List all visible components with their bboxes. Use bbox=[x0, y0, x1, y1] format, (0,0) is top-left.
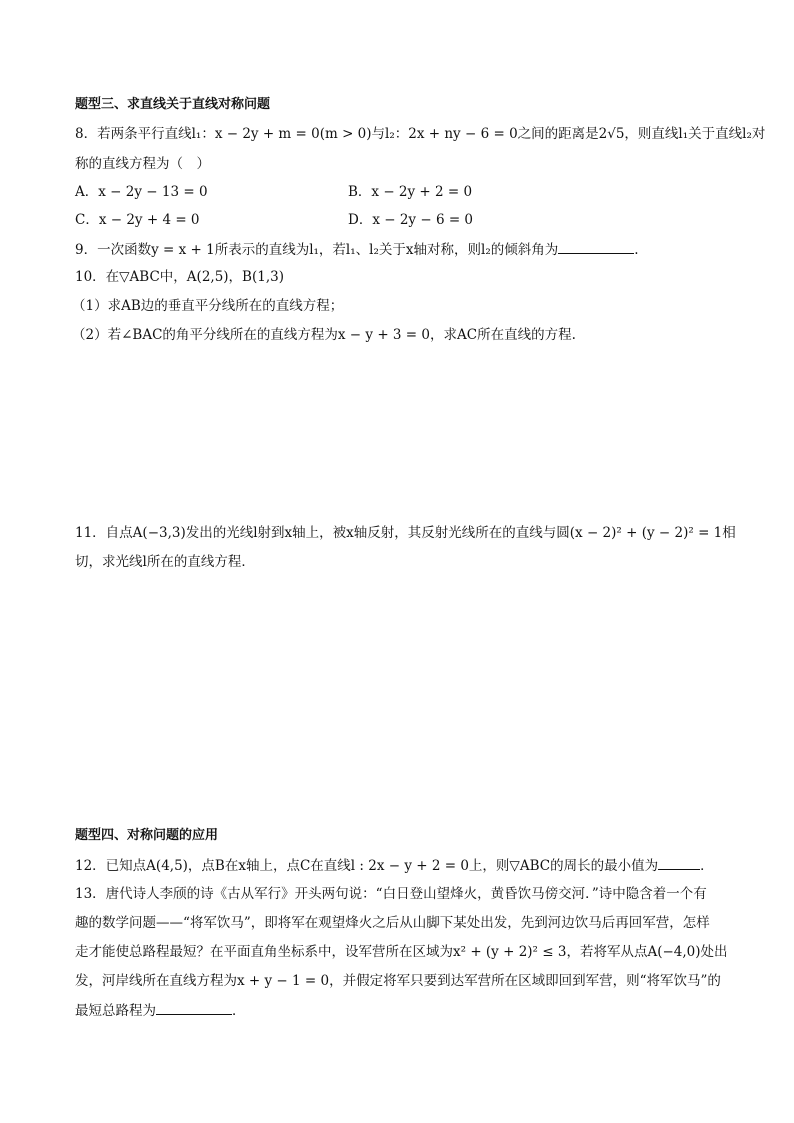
question-9 bbox=[75, 239, 735, 260]
question-12-end: ． bbox=[700, 858, 714, 874]
question-8-line-1: 8．若两条平行直线l₁：x − 2y + m = 0(m > 0)与l₂：2x + ny − 6 = 0之间的距离是2√5，则直线l₁关于直线l₂对 bbox=[75, 126, 766, 142]
question-8-option-b: B．x − 2y + 2 = 0 bbox=[348, 184, 473, 200]
question-13-line-5 bbox=[75, 1000, 735, 1021]
section-3-title: 题型三、求直线关于直线对称问题 bbox=[75, 97, 271, 112]
question-13-text: 最短总路程为 bbox=[75, 1003, 156, 1019]
question-9-end: . bbox=[634, 242, 639, 258]
answer-blank[interactable] bbox=[558, 239, 634, 254]
question-13-line-3: 走才能使总路程最短？在平面直角坐标系中，设军营所在区域为x² + (y + 2)² ≤ 3，若将军从点A(−4,0)处出 bbox=[75, 944, 728, 960]
question-13-line-2: 趣的数学问题——“将军饮马”，即将军在观望烽火之后从山脚下某处出发，先到河边饮马后再回军营，怎样 bbox=[75, 915, 710, 931]
question-13-line-4: 发，河岸线所在直线方程为x + y − 1 = 0，并假定将军只要到达军营所在区域即回到军营，则“将军饮马”的 bbox=[75, 973, 721, 989]
question-8-option-d: D．x − 2y − 6 = 0 bbox=[348, 212, 474, 228]
question-11-line-1: 11．自点A(−3,3)发出的光线l射到x轴上，被x轴反射，其反射光线所在的直线与圆(x − 2)² + (y − 2)² = 1相 bbox=[75, 525, 736, 541]
question-13-line-1: 13．唐代诗人李颀的诗《古从军行》开头两句说：“白日登山望烽火，黄昏饮马傍交河．”诗中隐含着一个有 bbox=[75, 886, 707, 902]
question-8-option-a: A．x − 2y − 13 = 0 bbox=[75, 184, 208, 200]
question-12 bbox=[75, 855, 735, 876]
question-10-part-2: （2）若∠BAC的角平分线所在的直线方程为x − y + 3 = 0，求AC所在直线的方程. bbox=[72, 327, 576, 343]
answer-blank[interactable] bbox=[658, 855, 700, 870]
question-8-option-c: C．x − 2y + 4 = 0 bbox=[75, 212, 200, 228]
question-12-text: 12．已知点A(4,5)，点B在x轴上，点C在直线l : 2x − y + 2 = 0上，则▽ABC的周长的最小值为 bbox=[75, 858, 659, 874]
question-13-end: ． bbox=[232, 1003, 246, 1019]
section-4-title: 题型四、对称问题的应用 bbox=[75, 828, 219, 843]
question-11-line-2: 切，求光线l所在的直线方程． bbox=[75, 554, 255, 570]
question-10: 10．在▽ABC中，A(2,5)，B(1,3) bbox=[75, 269, 284, 285]
answer-blank[interactable] bbox=[156, 1000, 232, 1015]
question-9-text: 9．一次函数y = x + 1所表示的直线为l₁，若l₁、l₂关于x轴对称，则l₂的倾斜角为 bbox=[75, 242, 559, 258]
question-8-line-2: 称的直线方程为（ ） bbox=[75, 156, 210, 172]
question-10-part-1: （1）求AB边的垂直平分线所在的直线方程； bbox=[72, 298, 344, 314]
